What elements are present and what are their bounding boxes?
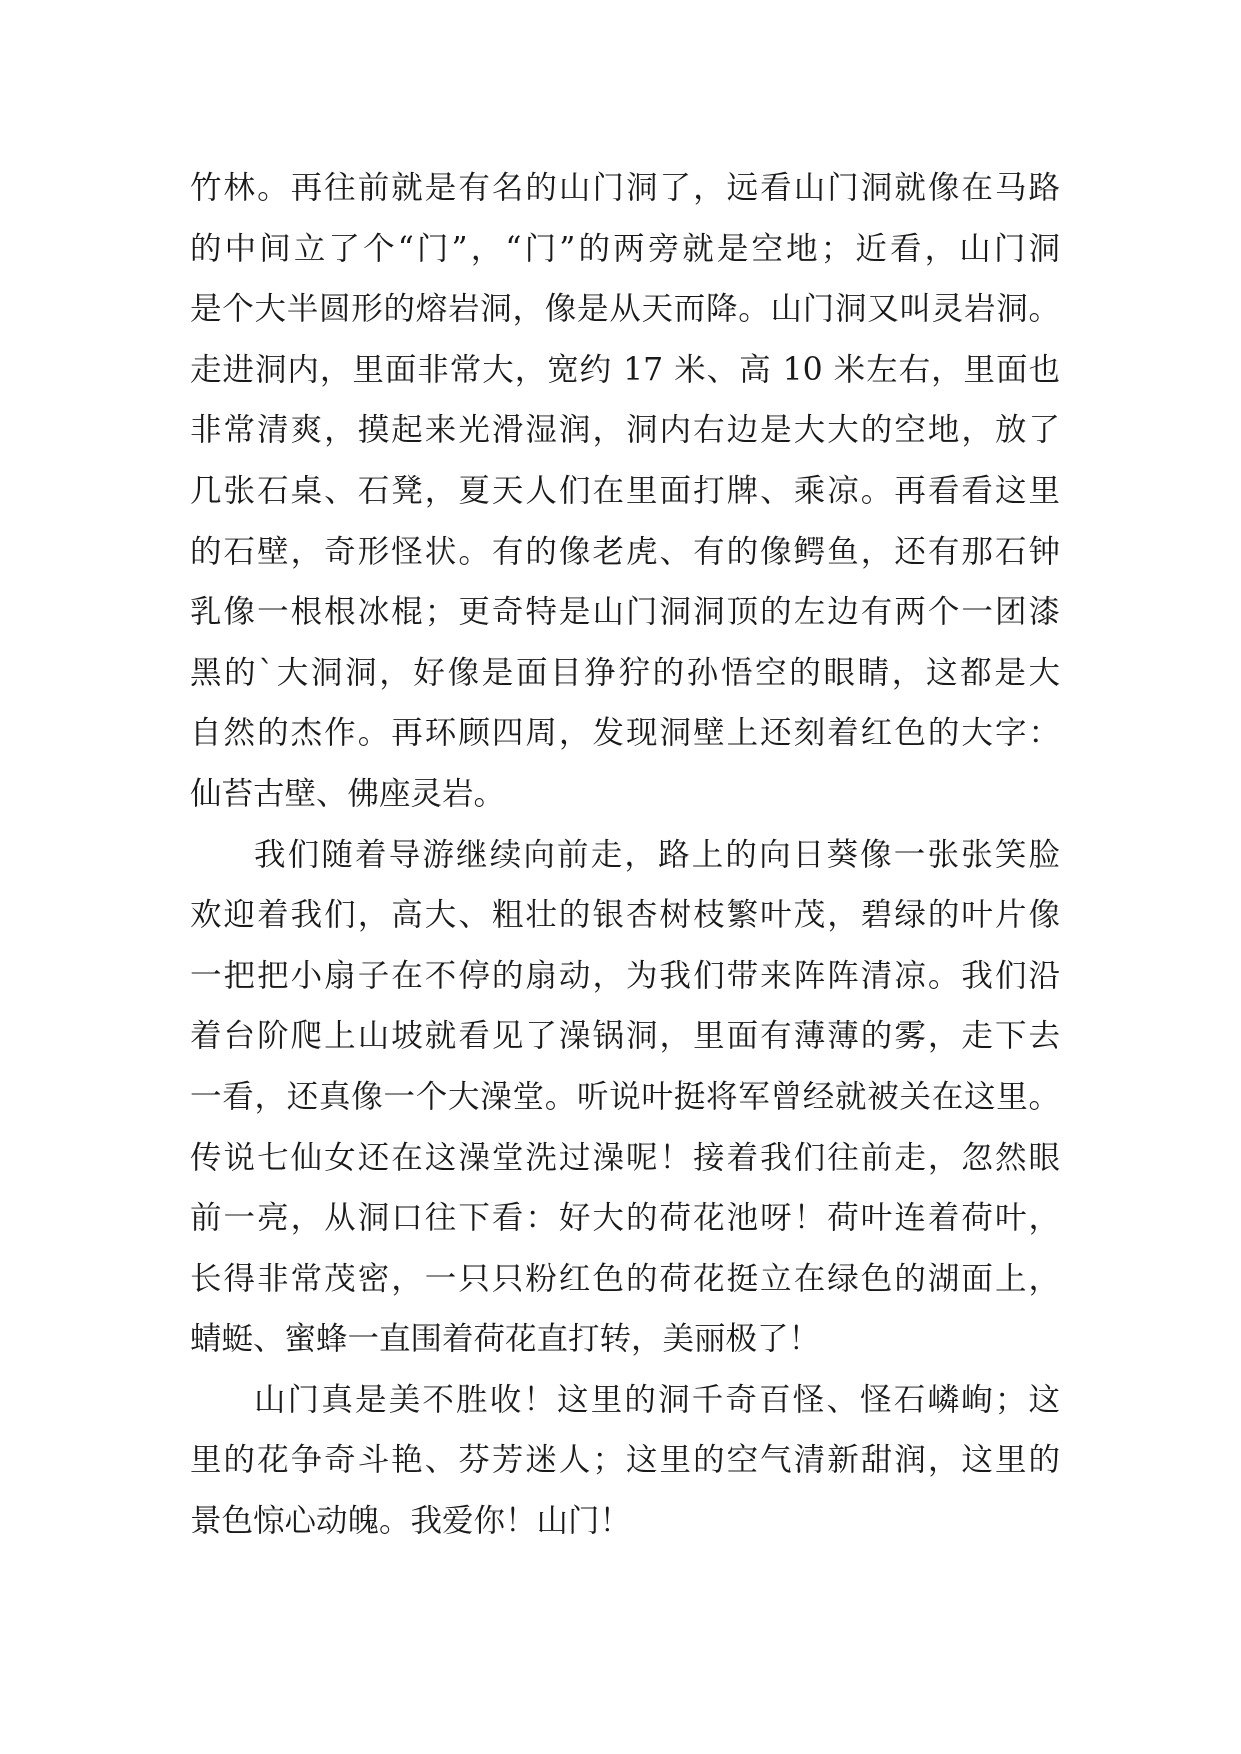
text-line: 黑的`大洞洞，好像是面目狰狞的孙悟空的眼睛，这都是大 [190, 654, 1060, 691]
text-line: 一把把小扇子在不停的扇动，为我们带来阵阵清凉。我们沿 [190, 957, 1060, 994]
text-line: 走进洞内，里面非常大，宽约 17 米、高 10 米左右，里面也 [190, 351, 1060, 388]
text-line: 的石壁，奇形怪状。有的像老虎、有的像鳄鱼，还有那石钟 [190, 533, 1060, 570]
text-line: 几张石桌、石凳，夏天人们在里面打牌、乘凉。再看看这里 [190, 472, 1060, 509]
text-line: 非常清爽，摸起来光滑湿润，洞内右边是大大的空地，放了 [190, 412, 1060, 449]
text-line: 一看，还真像一个大澡堂。听说叶挺将军曾经就被关在这里。 [190, 1078, 1060, 1115]
text-line: 前一亮，从洞口往下看：好大的荷花池呀！荷叶连着荷叶， [190, 1200, 1060, 1237]
text-line: 传说七仙女还在这澡堂洗过澡呢！接着我们往前走，忽然眼 [190, 1139, 1060, 1176]
document-body [190, 158, 1060, 1552]
text-line: 蜻蜓、蜜蜂一直围着荷花直打转，美丽极了！ [190, 1321, 821, 1358]
text-line: 景色惊心动魄。我爱你！山门！ [190, 1503, 632, 1540]
text-line: 欢迎着我们，高大、粗壮的银杏树枝繁叶茂，碧绿的叶片像 [190, 897, 1060, 934]
text-line: 的中间立了个“门”，“门”的两旁就是空地；近看，山门洞 [190, 230, 1060, 267]
text-line: 自然的杰作。再环顾四周，发现洞壁上还刻着红色的大字： [190, 715, 1060, 752]
paragraph-first-line: 我们随着导游继续向前走，路上的向日葵像一张张笑脸 [254, 836, 1060, 873]
text-line: 里的花争奇斗艳、芬芳迷人；这里的空气清新甜润，这里的 [190, 1442, 1060, 1479]
text-line: 是个大半圆形的熔岩洞，像是从天而降。山门洞又叫灵岩洞。 [190, 291, 1060, 328]
text-line: 着台阶爬上山坡就看见了澡锅洞，里面有薄薄的雾，走下去 [190, 1018, 1060, 1055]
text-line: 乳像一根根冰棍；更奇特是山门洞洞顶的左边有两个一团漆 [190, 594, 1060, 631]
text-line: 长得非常茂密，一只只粉红色的荷花挺立在绿色的湖面上， [190, 1260, 1060, 1297]
text-line: 竹林。再往前就是有名的山门洞了，远看山门洞就像在马路 [190, 170, 1060, 206]
text-line: 仙苔古壁、佛座灵岩。 [190, 775, 506, 812]
paragraph-first-line: 山门真是美不胜收！这里的洞千奇百怪、怪石嶙峋；这 [254, 1381, 1060, 1418]
